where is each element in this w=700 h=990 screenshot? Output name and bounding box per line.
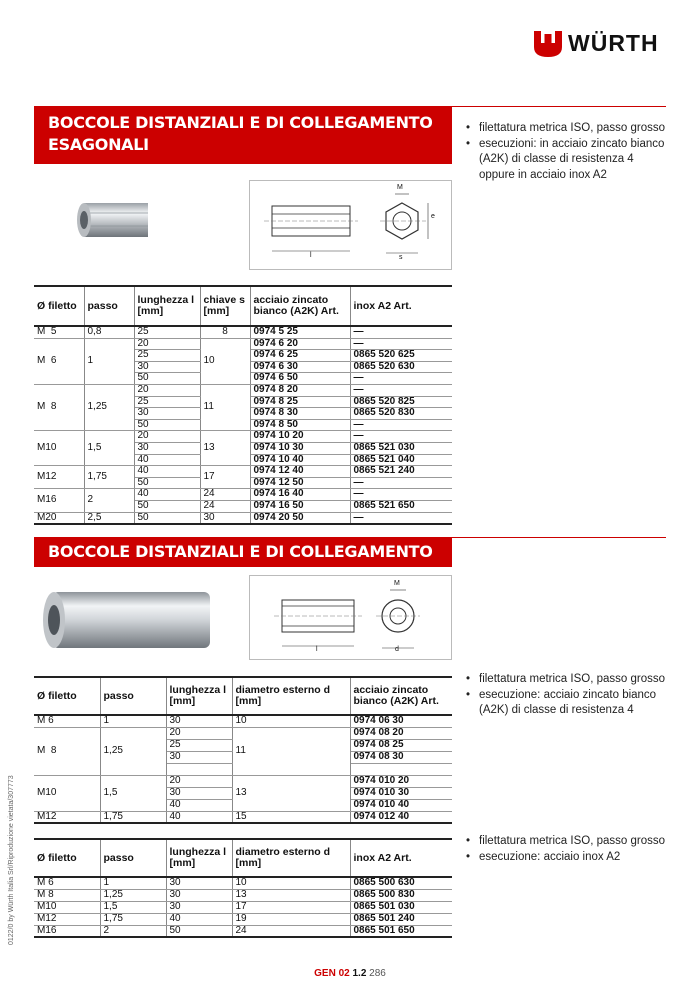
cell: 0865 520 830 bbox=[350, 408, 452, 420]
hex-spacer-table bbox=[34, 285, 452, 525]
bullet: • esecuzione: acciaio inox A2 bbox=[466, 850, 666, 866]
cell: 50 bbox=[134, 373, 200, 385]
cell: 2 bbox=[84, 489, 134, 512]
cell: 0974 08 30 bbox=[350, 751, 452, 763]
cell: 1,25 bbox=[100, 727, 166, 775]
cell: M10 bbox=[34, 901, 100, 913]
cell: 0865 520 630 bbox=[350, 361, 452, 373]
col-header: lunghezza l [mm] bbox=[166, 839, 232, 877]
cell: 0974 010 40 bbox=[350, 799, 452, 811]
cell: 0974 6 20 bbox=[250, 338, 350, 350]
page-number: 286 bbox=[369, 968, 386, 979]
cell: 30 bbox=[166, 787, 232, 799]
cell: 0865 521 240 bbox=[350, 466, 452, 478]
cell: — bbox=[350, 338, 452, 350]
cell: 0974 010 20 bbox=[350, 775, 452, 787]
bullet: • filettatura metrica ISO, passo grosso bbox=[466, 121, 666, 137]
section2-bullets1 bbox=[466, 672, 666, 719]
cell: 11 bbox=[232, 727, 350, 775]
table-row bbox=[34, 901, 452, 913]
cell: 0974 16 50 bbox=[250, 500, 350, 512]
cell: 30 bbox=[134, 442, 200, 454]
cell: 0974 012 40 bbox=[350, 811, 452, 823]
cell: 1,25 bbox=[100, 889, 166, 901]
hex-technical-drawing bbox=[250, 181, 451, 269]
cell: — bbox=[350, 477, 452, 489]
col-header: passo bbox=[84, 286, 134, 326]
cell: 0974 8 50 bbox=[250, 419, 350, 431]
table-row bbox=[34, 326, 452, 338]
cell: M 8 bbox=[34, 889, 100, 901]
cell: M12 bbox=[34, 811, 100, 823]
cell: 0974 6 50 bbox=[250, 373, 350, 385]
col-header: passo bbox=[100, 677, 166, 715]
cell: 0865 501 240 bbox=[350, 913, 452, 925]
cell: 30 bbox=[166, 901, 232, 913]
cell: — bbox=[350, 384, 452, 396]
cell: 0974 010 30 bbox=[350, 787, 452, 799]
table-row bbox=[34, 877, 452, 889]
bullet: • esecuzioni: in acciaio zincato bianco (A2K) di classe di resistenza 4 oppure in acciaio inox A2 bbox=[466, 137, 666, 184]
cell: 30 bbox=[200, 512, 250, 524]
cell: — bbox=[350, 431, 452, 443]
cell: 20 bbox=[134, 384, 200, 396]
cell: 1,5 bbox=[100, 775, 166, 811]
col-header: diametro esterno d [mm] bbox=[232, 677, 350, 715]
cell: M 6 bbox=[34, 877, 100, 889]
cell: 30 bbox=[166, 715, 232, 727]
table-row bbox=[34, 715, 452, 727]
table-row bbox=[34, 431, 452, 443]
col-header: acciaio zincato bianco (A2K) Art. bbox=[353, 684, 439, 707]
cell: 0865 520 825 bbox=[350, 396, 452, 408]
footer-code: GEN 02 bbox=[314, 968, 350, 979]
cell: — bbox=[350, 326, 452, 338]
cell: 1 bbox=[84, 338, 134, 384]
cell: 0974 6 25 bbox=[250, 350, 350, 362]
cell: 50 bbox=[134, 477, 200, 489]
cell: 0865 521 030 bbox=[350, 442, 452, 454]
cell: 50 bbox=[166, 925, 232, 937]
cell: M 5 bbox=[34, 326, 84, 338]
cell: 8 bbox=[200, 326, 250, 338]
cell: 0974 6 30 bbox=[250, 361, 350, 373]
cell: M16 bbox=[34, 489, 84, 512]
col-header: Ø filetto bbox=[34, 286, 84, 326]
cell: 0974 8 30 bbox=[250, 408, 350, 420]
cell: 25 bbox=[134, 396, 200, 408]
cell: 0974 10 20 bbox=[250, 431, 350, 443]
cell: 1,5 bbox=[84, 431, 134, 466]
col-header: lunghezza l [mm] bbox=[166, 677, 232, 715]
cell: 40 bbox=[134, 466, 200, 478]
col-header: passo bbox=[100, 839, 166, 877]
cell: 20 bbox=[166, 727, 232, 739]
cell: 24 bbox=[200, 489, 250, 501]
cell: 1,75 bbox=[100, 913, 166, 925]
section2-title: BOCCOLE DISTANZIALI E DI COLLEGAMENTO TONDE bbox=[34, 537, 452, 567]
cell: 13 bbox=[200, 431, 250, 466]
cell: 0865 501 650 bbox=[350, 925, 452, 937]
cell: 30 bbox=[166, 889, 232, 901]
bullet: • filettatura metrica ISO, passo grosso bbox=[466, 834, 666, 850]
cell: M 6 bbox=[34, 715, 100, 727]
col-header: inox A2 Art. bbox=[353, 851, 412, 864]
cell: 10 bbox=[200, 338, 250, 384]
copyright-side-text: 0122/0 by Würth Italia Srl/Riproduzione vietata/307773 bbox=[8, 775, 15, 945]
cell: 17 bbox=[232, 901, 350, 913]
cell: 0974 08 25 bbox=[350, 739, 452, 751]
cell: 10 bbox=[232, 715, 350, 727]
section1-title-line2: ESAGONALI bbox=[48, 135, 149, 154]
hex-spacer-photo bbox=[70, 193, 160, 248]
cell: 0865 500 630 bbox=[350, 877, 452, 889]
cell: 0974 08 20 bbox=[350, 727, 452, 739]
label-l: l bbox=[310, 252, 312, 259]
bullet: • esecuzione: acciaio zincato bianco (A2K) di classe di resistenza 4 bbox=[466, 688, 666, 719]
cell: 50 bbox=[134, 512, 200, 524]
col-header: diametro esterno d [mm] bbox=[232, 839, 350, 877]
brand-name: WÜRTH bbox=[568, 30, 659, 56]
section1-bullets bbox=[466, 121, 666, 183]
cell: 0974 12 50 bbox=[250, 477, 350, 489]
cell: 40 bbox=[166, 811, 232, 823]
table-row bbox=[34, 811, 452, 823]
cell: 0974 10 40 bbox=[250, 454, 350, 466]
cell: M 8 bbox=[34, 384, 84, 430]
cell: 20 bbox=[134, 338, 200, 350]
footer-section: 1.2 bbox=[352, 968, 367, 979]
table-row bbox=[34, 889, 452, 901]
cell: 1,5 bbox=[100, 901, 166, 913]
cell: M20 bbox=[34, 512, 84, 524]
section2-bullets2 bbox=[466, 834, 666, 865]
bullet: • filettatura metrica ISO, passo grosso bbox=[466, 672, 666, 688]
cell: 1 bbox=[100, 877, 166, 889]
col-header: lunghezza l [mm] bbox=[134, 286, 200, 326]
cell: 30 bbox=[166, 877, 232, 889]
col-header: Ø filetto bbox=[34, 677, 100, 715]
col-header: inox A2 Art. bbox=[353, 299, 412, 312]
cell: M12 bbox=[34, 466, 84, 489]
cell: M 8 bbox=[34, 727, 100, 775]
cell: 40 bbox=[166, 913, 232, 925]
cell: 0865 521 650 bbox=[350, 500, 452, 512]
cell: 50 bbox=[134, 419, 200, 431]
label-e: e bbox=[431, 213, 435, 220]
section2-rule bbox=[452, 537, 666, 538]
section1-title-line1: BOCCOLE DISTANZIALI E DI COLLEGAMENTO bbox=[48, 113, 433, 132]
cell bbox=[166, 763, 232, 775]
table-row bbox=[34, 913, 452, 925]
wurth-logo bbox=[534, 30, 659, 57]
cell: 1,25 bbox=[84, 384, 134, 430]
cell: 0974 5 25 bbox=[250, 326, 350, 338]
table-row bbox=[34, 775, 452, 787]
cell: 13 bbox=[232, 775, 350, 811]
cell: 20 bbox=[166, 775, 232, 787]
round-spacer-photo bbox=[38, 585, 218, 655]
round-technical-drawing bbox=[250, 576, 451, 659]
cell: M 6 bbox=[34, 338, 84, 384]
cell: 15 bbox=[232, 811, 350, 823]
cell: M16 bbox=[34, 925, 100, 937]
cell: 1 bbox=[100, 715, 166, 727]
cell: — bbox=[350, 489, 452, 501]
table-row bbox=[34, 727, 452, 739]
cell: 40 bbox=[166, 799, 232, 811]
label-m: M bbox=[397, 184, 403, 191]
cell: 0974 20 50 bbox=[250, 512, 350, 524]
cell: 25 bbox=[166, 739, 232, 751]
cell: 0,8 bbox=[84, 326, 134, 338]
cell: M12 bbox=[34, 913, 100, 925]
wurth-logo-icon bbox=[534, 31, 562, 57]
cell: M10 bbox=[34, 775, 100, 811]
cell: 17 bbox=[200, 466, 250, 489]
label-m: M bbox=[394, 580, 400, 587]
table-row bbox=[34, 489, 452, 501]
cell: 40 bbox=[134, 489, 200, 501]
cell: 0865 521 040 bbox=[350, 454, 452, 466]
cell: 30 bbox=[134, 408, 200, 420]
label-d: d bbox=[395, 646, 399, 653]
cell: 25 bbox=[134, 350, 200, 362]
cell: 10 bbox=[232, 877, 350, 889]
cell: — bbox=[350, 419, 452, 431]
cell: 30 bbox=[166, 751, 232, 763]
cell: 0865 500 830 bbox=[350, 889, 452, 901]
cell: 0974 12 40 bbox=[250, 466, 350, 478]
cell bbox=[350, 763, 452, 775]
table-row bbox=[34, 512, 452, 524]
cell: 0974 16 40 bbox=[250, 489, 350, 501]
round-spacer-zinc-table bbox=[34, 676, 452, 824]
col-header: acciaio zincato bianco (A2K) Art. bbox=[250, 286, 350, 326]
cell: 50 bbox=[134, 500, 200, 512]
cell: — bbox=[350, 373, 452, 385]
table-row bbox=[34, 466, 452, 478]
cell: 11 bbox=[200, 384, 250, 430]
section1-title bbox=[34, 106, 452, 164]
hex-spacer-drawing bbox=[249, 180, 452, 270]
table-row bbox=[34, 338, 452, 350]
page-footer bbox=[0, 968, 700, 979]
round-spacer-drawing bbox=[249, 575, 452, 660]
table-row bbox=[34, 384, 452, 396]
cell: 40 bbox=[134, 454, 200, 466]
cell: 1,75 bbox=[84, 466, 134, 489]
col-header: chiave s [mm] bbox=[200, 286, 250, 326]
cell: 0865 501 030 bbox=[350, 901, 452, 913]
cell: 0974 8 20 bbox=[250, 384, 350, 396]
cell: 24 bbox=[232, 925, 350, 937]
cell: 25 bbox=[134, 326, 200, 338]
cell: 2,5 bbox=[84, 512, 134, 524]
cell: 24 bbox=[200, 500, 250, 512]
cell: 0974 8 25 bbox=[250, 396, 350, 408]
section1-rule bbox=[452, 106, 666, 107]
label-s: s bbox=[399, 254, 403, 261]
cell: 2 bbox=[100, 925, 166, 937]
cell: 0974 10 30 bbox=[250, 442, 350, 454]
col-header: Ø filetto bbox=[34, 839, 100, 877]
cell: — bbox=[350, 512, 452, 524]
cell: 0974 06 30 bbox=[350, 715, 452, 727]
round-spacer-inox-table bbox=[34, 838, 452, 938]
table-row bbox=[34, 925, 452, 937]
cell: 19 bbox=[232, 913, 350, 925]
cell: M10 bbox=[34, 431, 84, 466]
cell: 13 bbox=[232, 889, 350, 901]
cell: 0865 520 625 bbox=[350, 350, 452, 362]
cell: 1,75 bbox=[100, 811, 166, 823]
label-l: l bbox=[316, 646, 318, 653]
cell: 30 bbox=[134, 361, 200, 373]
cell: 20 bbox=[134, 431, 200, 443]
